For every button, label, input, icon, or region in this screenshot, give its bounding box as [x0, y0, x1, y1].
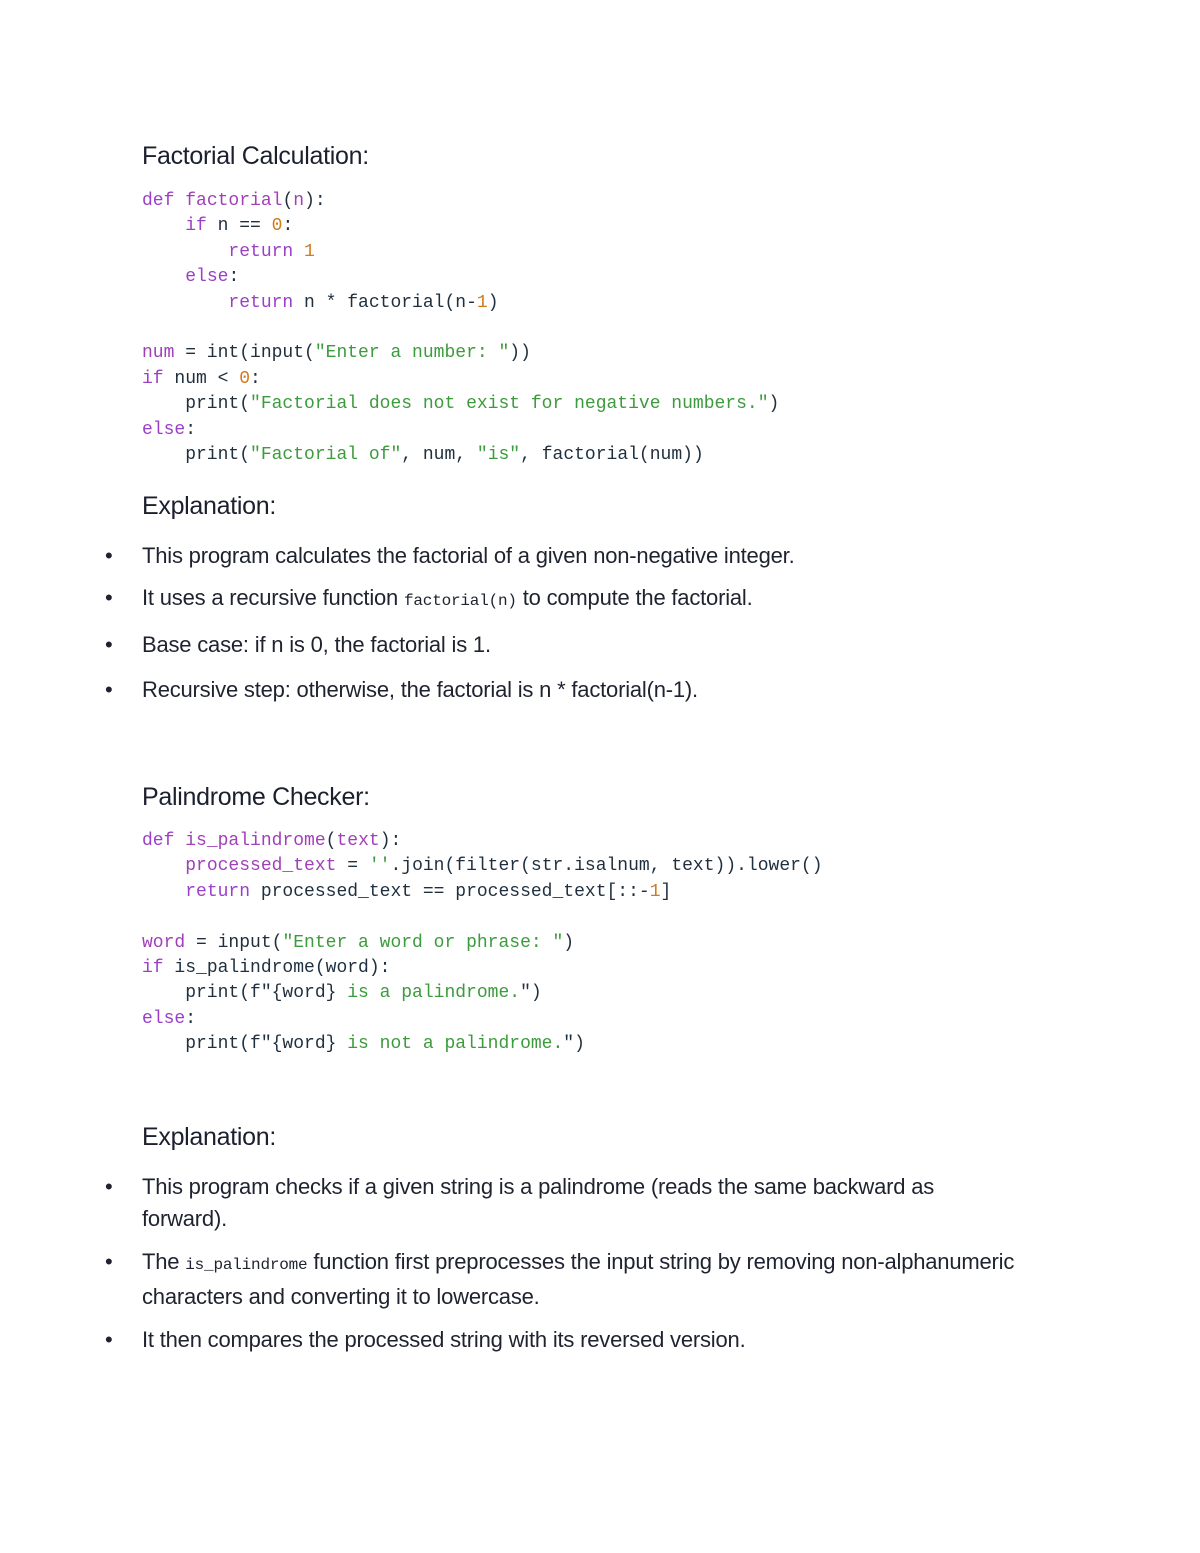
- factorial-code-block: [142, 189, 779, 468]
- inline-code: is_palindrome: [185, 1256, 308, 1274]
- code-line: num = int(input("Enter a number: ")): [142, 343, 531, 364]
- factorial-heading: Factorial Calculation:: [142, 142, 369, 170]
- bullet-icon: •: [105, 585, 113, 610]
- bullet-icon: •: [105, 1249, 113, 1274]
- list-item: • Recursive step: otherwise, the factorial is n * factorial(n-1).: [142, 674, 1042, 706]
- list-item: • Base case: if n is 0, the factorial is 1.: [142, 629, 1042, 661]
- code-line: if n == 0:: [185, 216, 294, 237]
- code-line: else:: [142, 1008, 197, 1029]
- bullet-icon: •: [105, 543, 113, 568]
- code-line: print("Factorial of", num, "is", factorial(num)): [142, 444, 704, 465]
- bullet-icon: •: [105, 677, 113, 702]
- factorial-explanation-heading: Explanation:: [142, 492, 276, 520]
- palindrome-heading: Palindrome Checker:: [142, 783, 370, 811]
- code-line: else:: [185, 267, 240, 288]
- list-item: • This program calculates the factorial of a given non-negative integer.: [142, 540, 1042, 572]
- code-line: print(f"{word} is not a palindrome."): [142, 1034, 585, 1055]
- code-line: print("Factorial does not exist for negative numbers."): [142, 394, 780, 415]
- code-line: processed_text = ''.join(filter(str.isalnum, text)).lower(): [185, 856, 823, 877]
- code-line: if num < 0:: [142, 368, 261, 389]
- list-item: • It uses a recursive function factorial(n) to compute the factorial.: [142, 582, 1042, 617]
- code-blank-line: [142, 905, 823, 930]
- list-item: • This program checks if a given string is a palindrome (reads the same backward as forward).: [142, 1171, 1022, 1235]
- bullet-icon: •: [105, 1327, 113, 1352]
- code-line: if is_palindrome(word):: [142, 957, 391, 978]
- palindrome-explanation-list: [105, 1171, 1022, 1356]
- code-line: return n * factorial(n-1): [228, 292, 499, 313]
- palindrome-explanation-heading: Explanation:: [142, 1123, 276, 1151]
- code-line: def is_palindrome(text):: [142, 831, 402, 851]
- factorial-explanation-list: [105, 540, 1042, 706]
- code-line: def factorial(n):: [142, 191, 326, 211]
- list-item: • The is_palindrome function first preprocesses the input string by removing non-alphanumeric characters and converting it to lowercase.: [142, 1246, 1022, 1313]
- code-line: return processed_text == processed_text[::-1]: [185, 881, 672, 902]
- code-line: print(f"{word} is a palindrome."): [142, 983, 542, 1004]
- list-item: • It then compares the processed string with its reversed version.: [142, 1324, 1022, 1356]
- code-line: else:: [142, 419, 197, 440]
- palindrome-code-block: [142, 829, 823, 1058]
- inline-code: factorial(n): [404, 592, 517, 610]
- code-blank-line: [142, 316, 779, 341]
- bullet-icon: •: [105, 632, 113, 657]
- code-line: return 1: [228, 241, 315, 262]
- bullet-icon: •: [105, 1174, 113, 1199]
- code-line: word = input("Enter a word or phrase: "): [142, 932, 575, 953]
